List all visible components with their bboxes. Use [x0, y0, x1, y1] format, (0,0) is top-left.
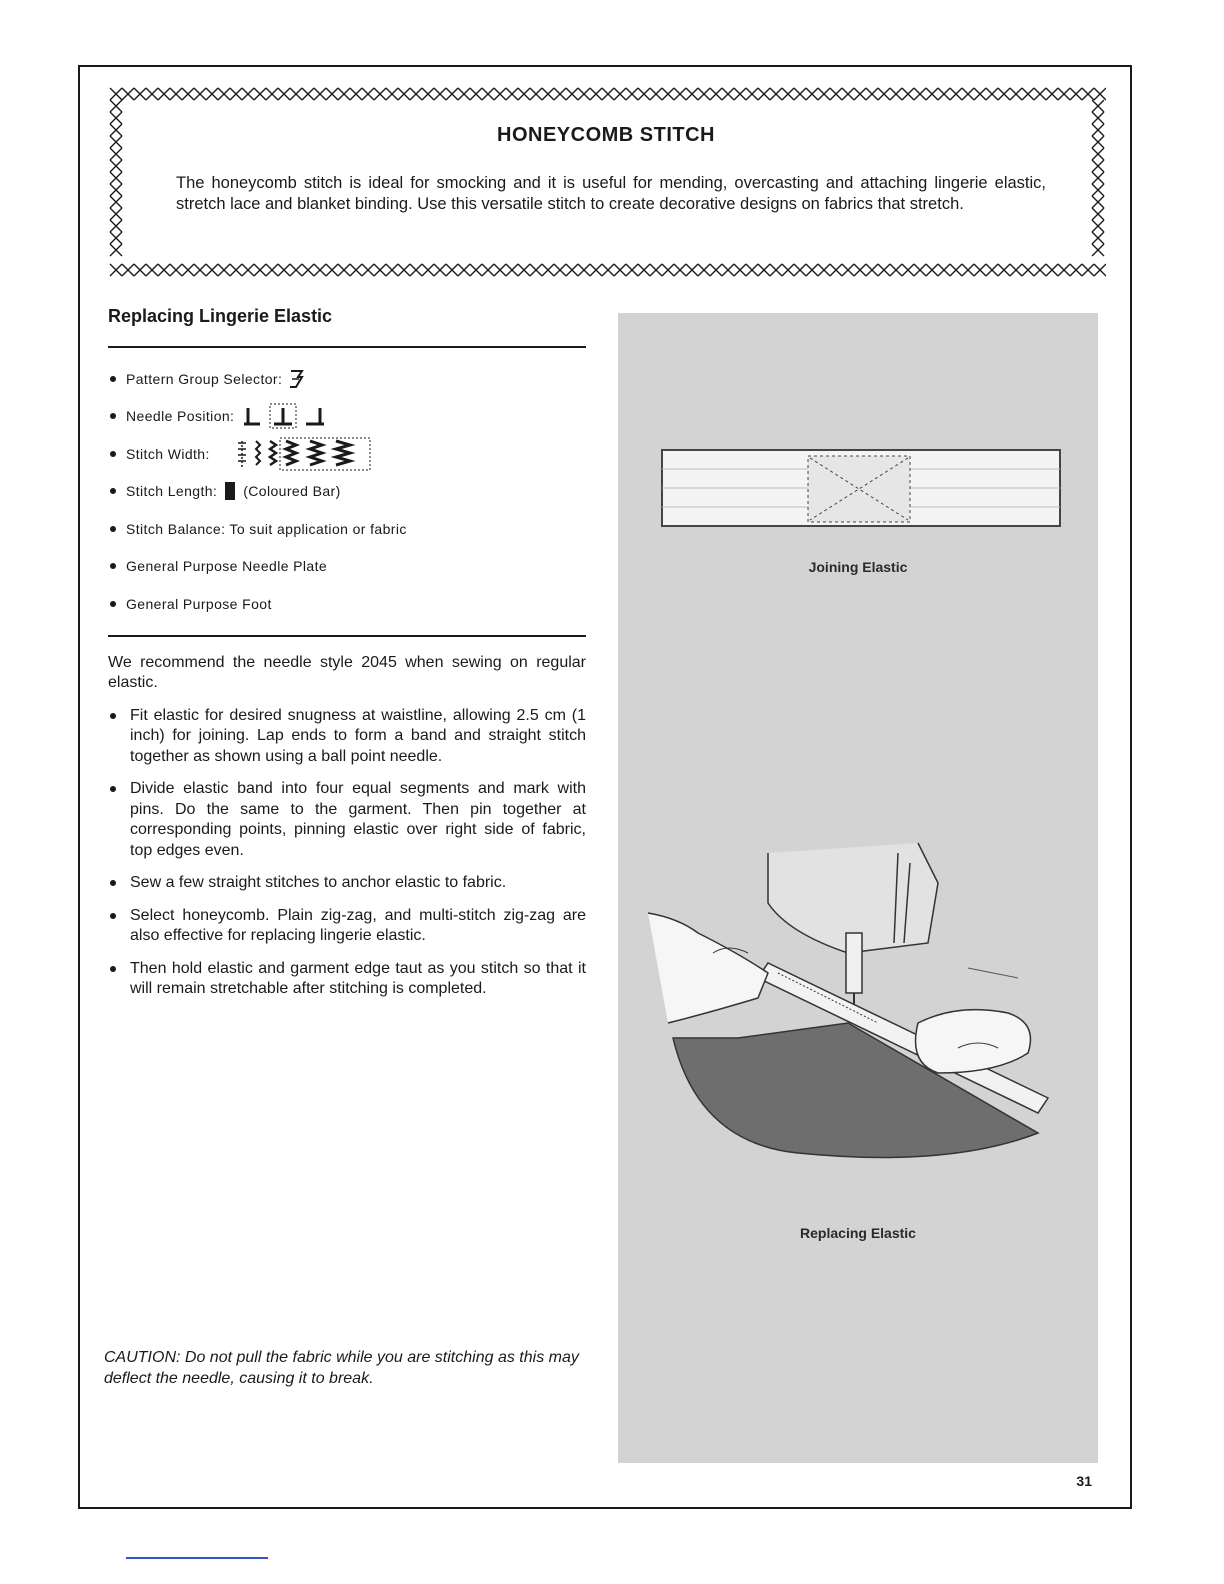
- caution-note: CAUTION: Do not pull the fabric while you are stitching as this may deflect the needle, causing it to break.: [104, 1349, 579, 1387]
- illustration-panel: [618, 313, 1098, 1463]
- bullet-icon: [110, 488, 116, 494]
- bullet-icon: [110, 526, 116, 532]
- bullet-icon: [110, 413, 116, 419]
- setting-needle-plate: [108, 548, 586, 586]
- page-number: 31: [1076, 1473, 1092, 1489]
- setting-label: Stitch Length:: [126, 483, 218, 500]
- instructions-column: [108, 306, 586, 1012]
- list-item: Fit elastic for desired snugness at waistline, allowing 2.5 cm (1 inch) for joining. Lap ends to form a band and straight stitch together as shown using a ball point needle.: [108, 706, 586, 768]
- list-item: Sew a few straight stitches to anchor elastic to fabric.: [108, 873, 586, 894]
- bullet-icon: [110, 601, 116, 607]
- setting-label: Stitch Width:: [126, 445, 210, 462]
- honeycomb-banner: [108, 86, 1106, 278]
- section-heading: Replacing Lingerie Elastic: [108, 306, 333, 326]
- setting-label: General Purpose Needle Plate: [126, 558, 328, 575]
- setting-stitch-balance: [108, 510, 586, 548]
- bullet-icon: [110, 713, 116, 719]
- replacing-elastic-illustration: [618, 823, 1098, 1223]
- coloured-bar-icon: [223, 481, 237, 501]
- setting-stitch-length: [108, 473, 586, 511]
- bullet-icon: [110, 376, 116, 382]
- setting-suffix: (Coloured Bar): [243, 483, 341, 500]
- list-item: Select honeycomb. Plain zig-zag, and multi-stitch zig-zag are also effective for replacing lingerie elastic.: [108, 906, 586, 947]
- setting-label: Stitch Balance: To suit application or fabric: [126, 520, 407, 537]
- steps-list: [108, 706, 586, 1000]
- list-item: Then hold elastic and garment edge taut as you stitch so that it will remain stretchable after stitching is completed.: [108, 959, 586, 1000]
- list-item: Divide elastic band into four equal segments and mark with pins. Do the same to the garment. Then pin together at corresponding points, pinning elastic over right side of fabric, top edges even.: [108, 779, 586, 861]
- bullet-icon: [110, 966, 116, 972]
- banner-text: The honeycomb stitch is ideal for smocking and it is useful for mending, overcasting and attaching lingerie elastic, stretch lace and blanket binding. Use this versatile stitch to create decorative designs on fabrics that stretch.: [176, 174, 1046, 213]
- bullet-icon: [110, 913, 116, 919]
- stitch-width-icon: [216, 437, 376, 471]
- replacing-caption: Replacing Elastic: [800, 1225, 916, 1241]
- joining-elastic-illustration: [618, 313, 1098, 573]
- banner-title: HONEYCOMB STITCH: [497, 124, 715, 146]
- setting-needle-position: [108, 398, 586, 436]
- bullet-icon: [110, 563, 116, 569]
- bullet-icon: [110, 451, 116, 457]
- pattern-group-3-icon: [288, 369, 306, 389]
- bottom-rule: [108, 635, 586, 637]
- setting-foot: [108, 585, 586, 623]
- setting-label: General Purpose Foot: [126, 595, 272, 612]
- setting-label: Pattern Group Selector:: [126, 370, 283, 387]
- intro-paragraph: We recommend the needle style 2045 when sewing on regular elastic.: [108, 653, 586, 691]
- settings-list: [108, 360, 586, 623]
- setting-stitch-width: [108, 435, 586, 473]
- top-rule: [108, 346, 586, 348]
- link-underline: [126, 1557, 268, 1559]
- bullet-icon: [110, 786, 116, 792]
- needle-position-icon: [240, 402, 340, 430]
- setting-pattern-group: [108, 360, 586, 398]
- bullet-icon: [110, 880, 116, 886]
- setting-label: Needle Position:: [126, 408, 235, 425]
- joining-caption: Joining Elastic: [808, 559, 908, 575]
